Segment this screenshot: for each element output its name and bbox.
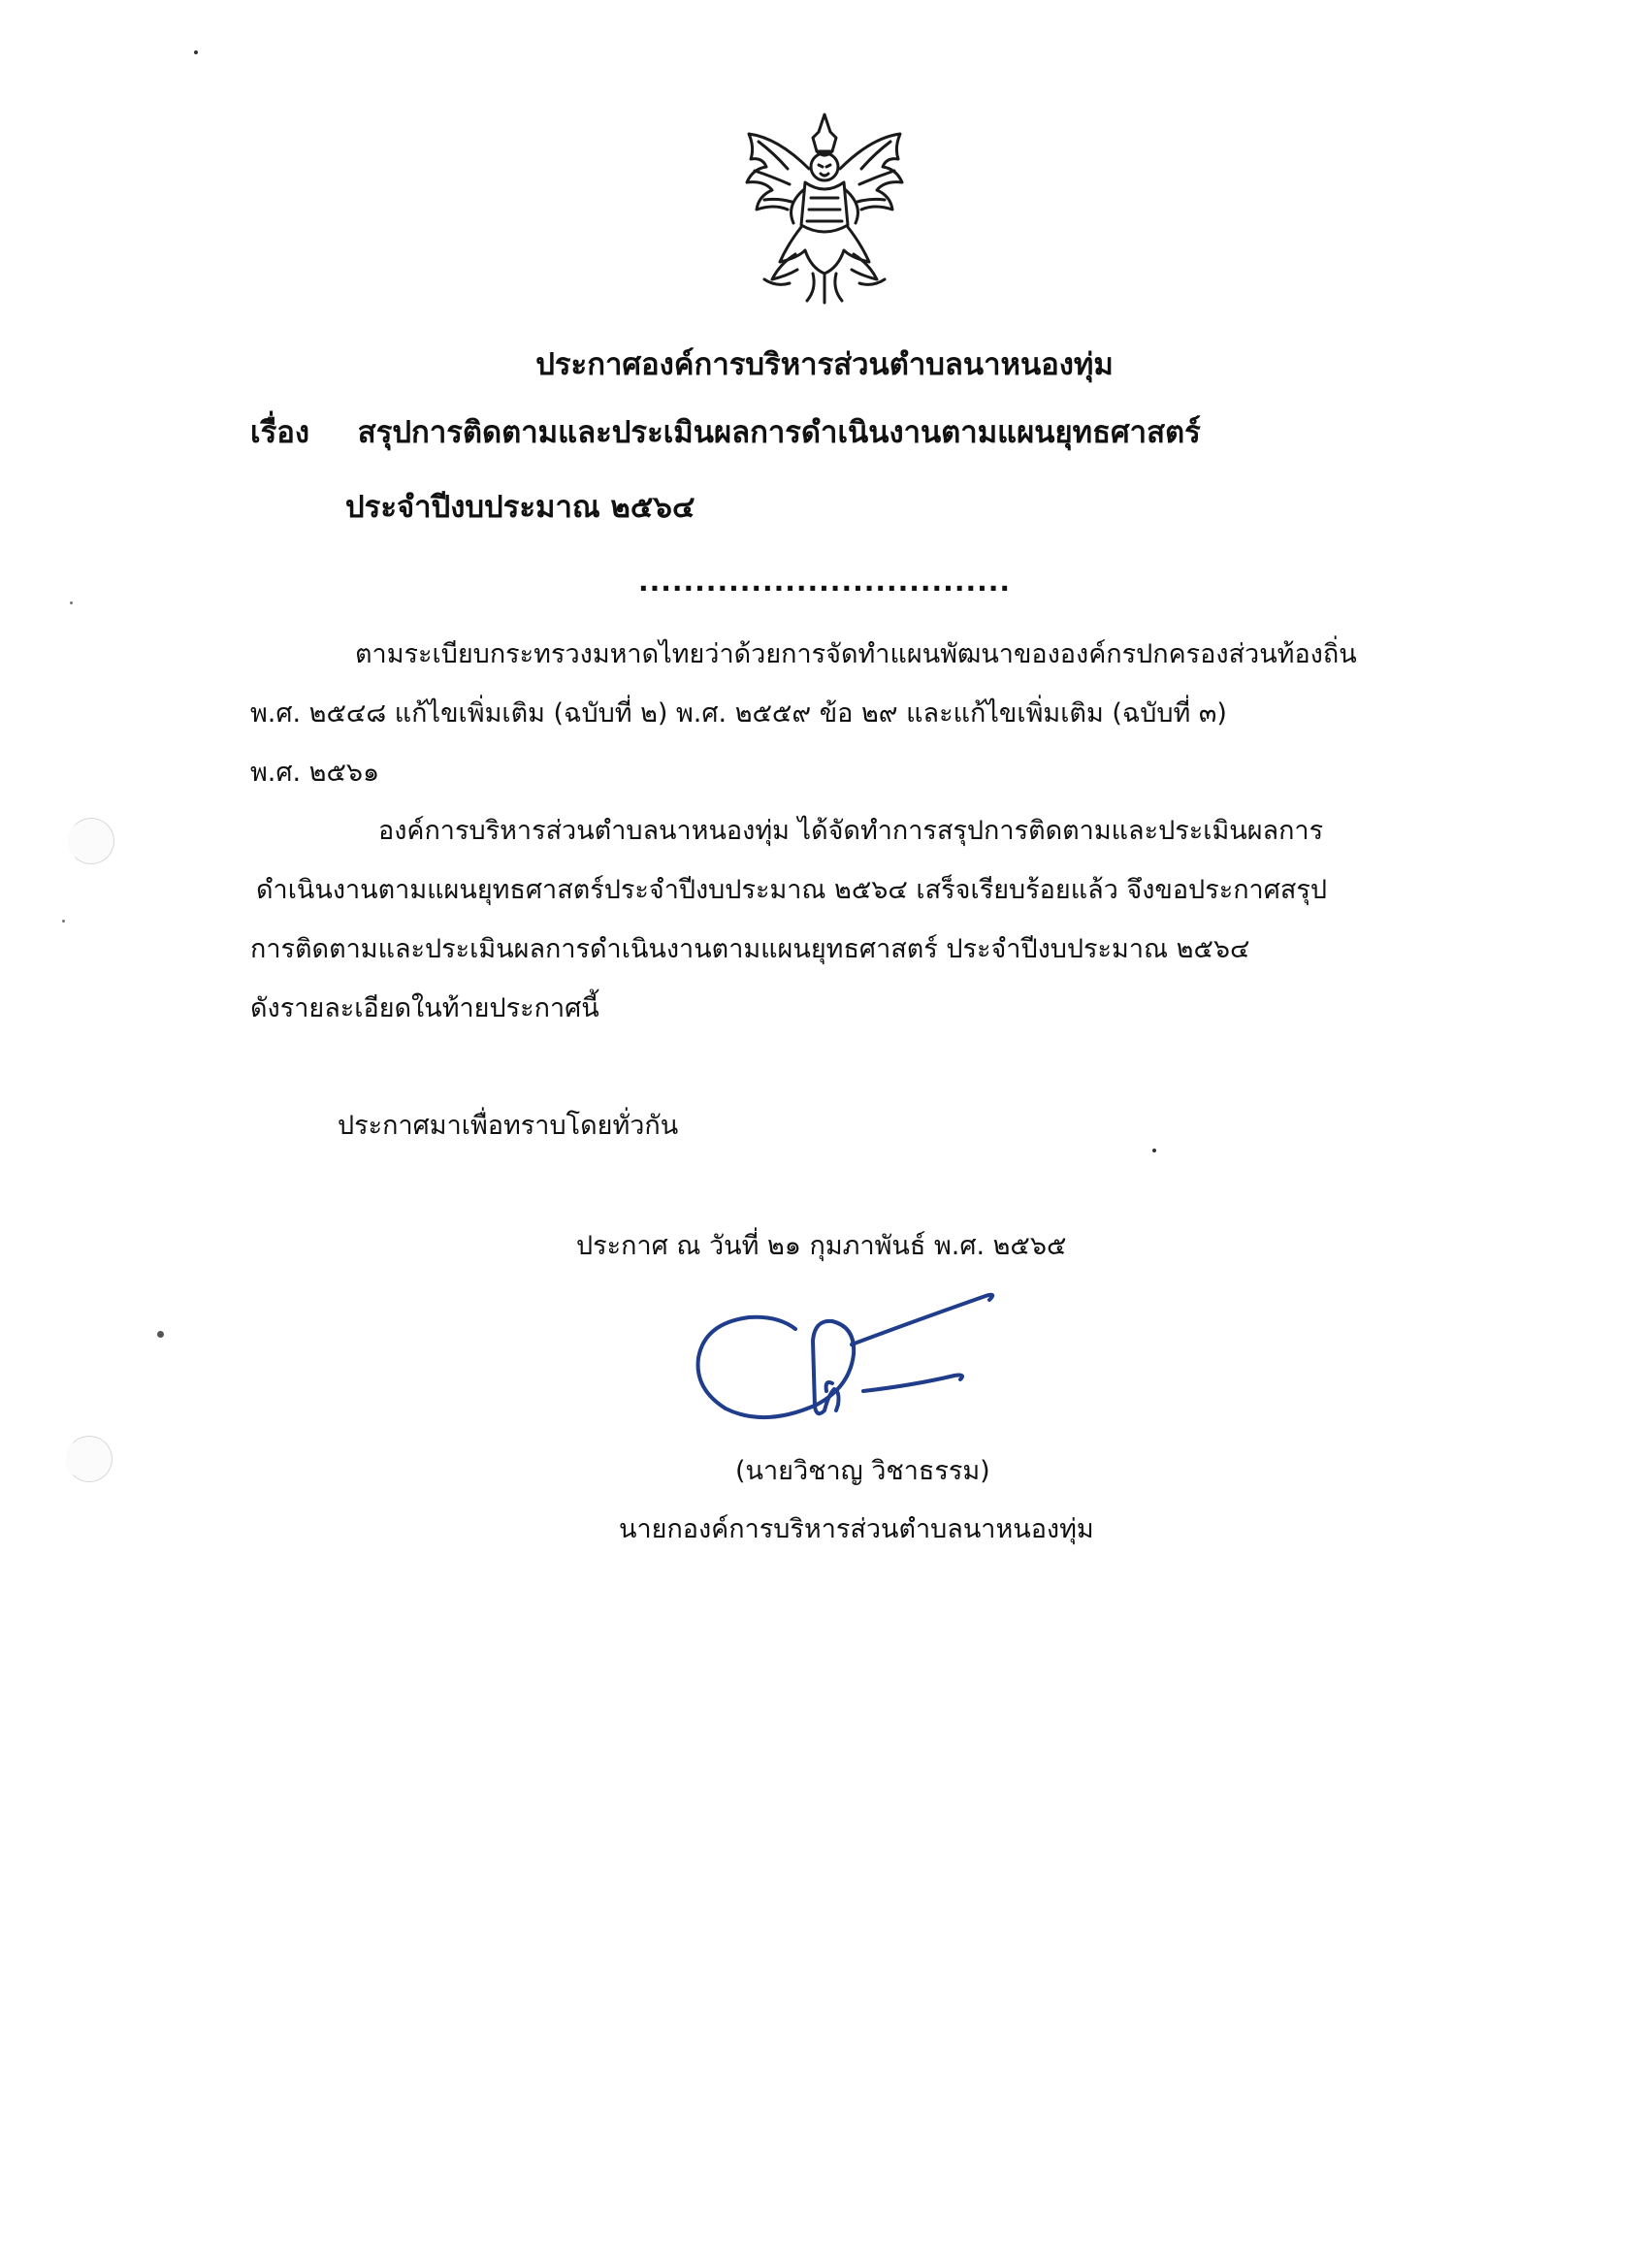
subject-row	[250, 407, 1201, 456]
separator-dots: .................................	[637, 566, 1011, 598]
garuda-emblem-icon	[729, 109, 920, 305]
scan-speck	[1152, 1149, 1156, 1152]
paragraph-1-line-2: พ.ศ. ๒๕๔๘ แก้ไขเพิ่มเติม (ฉบับที่ ๒) พ.ศ. ๒๕๕๙ ข้อ ๒๙ และแก้ไขเพิ่มเติม (ฉบับที่ ๓)	[250, 698, 1227, 729]
subject-label: เรื่อง	[250, 415, 310, 450]
paragraph-2-line-1: องค์การบริหารส่วนตำบลนาหนองทุ่ม ได้จัดทำการสรุปการติดตามและประเมินผลการ	[378, 816, 1324, 846]
announcement-date: ประกาศ ณ วันที่ ๒๑ กุมภาพันธ์ พ.ศ. ๒๕๖๕	[576, 1231, 1067, 1261]
scan-speck	[70, 601, 73, 604]
closing-statement: ประกาศมาเพื่อทราบโดยทั่วกัน	[338, 1111, 679, 1141]
paragraph-1-line-1: ตามระเบียบกระทรวงมหาดไทยว่าด้วยการจัดทำแผนพัฒนาขององค์กรปกครองส่วนท้องถิ่น	[355, 639, 1357, 669]
paragraph-2-line-3: การติดตามและประเมินผลการดำเนินงานตามแผนยุทธศาสตร์ ประจำปีงบประมาณ ๒๕๖๔	[250, 934, 1250, 964]
signer-position: นายกองค์การบริหารส่วนตำบลนาหนองทุ่ม	[619, 1514, 1094, 1544]
signer-name: (นายวิชาญ วิชาธรรม)	[735, 1456, 990, 1486]
punch-hole-bottom	[66, 1436, 113, 1482]
handwritten-signature-icon	[691, 1282, 1079, 1438]
paragraph-2-line-2: ดำเนินงานตามแผนยุทธศาสตร์ประจำปีงบประมาณ ๒๕๖๔ เสร็จเรียบร้อยแล้ว จึงขอประกาศสรุป	[256, 875, 1327, 905]
subject-line-1: สรุปการติดตามและประเมินผลการดำเนินงานตามแผนยุทธศาสตร์	[357, 415, 1201, 450]
scan-speck	[62, 920, 65, 923]
subject-line-2: ประจำปีงบประมาณ ๒๕๖๔	[345, 490, 695, 525]
scan-speck	[157, 1331, 164, 1338]
paragraph-1-line-3: พ.ศ. ๒๕๖๑	[250, 758, 380, 788]
paragraph-2-line-4: ดังรายละเอียดในท้ายประกาศนี้	[250, 993, 599, 1023]
announcement-title: ประกาศองค์การบริหารส่วนตำบลนาหนองทุ่ม	[535, 347, 1114, 382]
scan-speck	[194, 50, 198, 54]
punch-hole-top	[68, 818, 114, 864]
